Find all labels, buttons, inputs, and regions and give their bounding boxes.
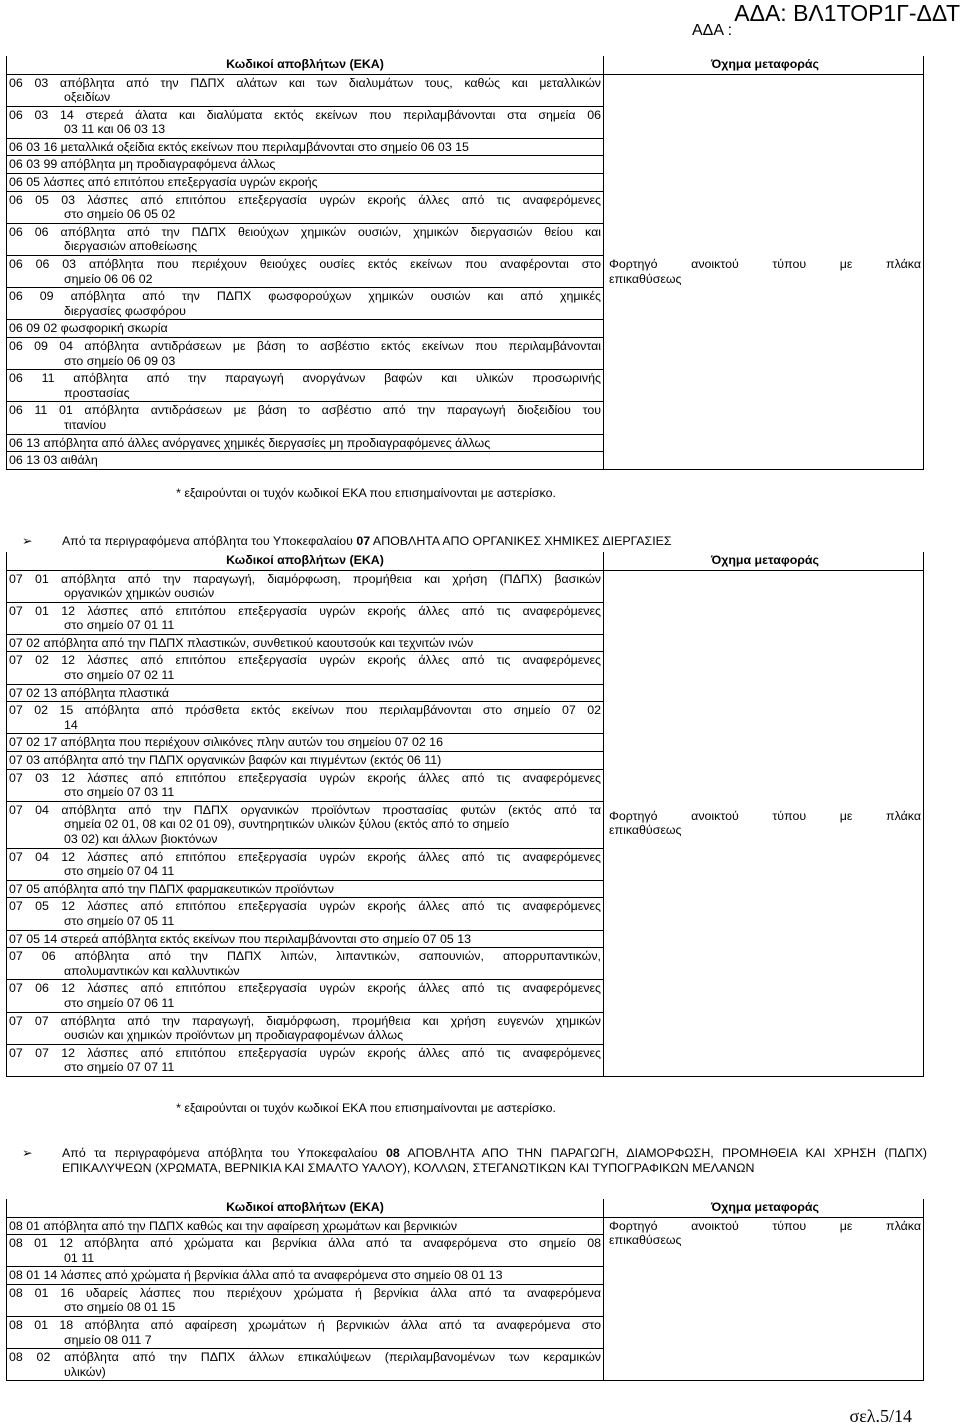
waste-code-continuation: οργανικών χημικών ουσιών	[64, 586, 215, 601]
waste-code-line: 07 05 απόβλητα από την ΠΔΠΧ φαρμακευτικών προϊόντων	[9, 881, 334, 896]
vehicle-type-cell	[604, 74, 924, 469]
waste-code-cell	[7, 880, 604, 898]
vehicle-type-text: Φορτηγό ανοικτού τύπου με πλάκα	[609, 1218, 921, 1233]
bullet-arrow-icon: ➢	[22, 1146, 33, 1160]
waste-code-line: 08 01 16 υδαρείς λάσπες που περιέχουν χρώματα ή βερνίκια άλλα από τα αναφερόμενα	[9, 1285, 601, 1300]
waste-code-line: 06 03 απόβλητα από την ΠΔΠΧ αλάτων και των διαλυμάτων τους, καθώς και μεταλλικών	[9, 75, 601, 90]
waste-code-line: 08 01 18 απόβλητα από αφαίρεση χρωμάτων ή βερνικιών άλλα από τα αναφερόμενα στο	[9, 1318, 601, 1333]
waste-code-continuation: σημείο 08 011 7	[64, 1332, 152, 1347]
waste-code-line: 07 04 12 λάσπες από επιτόπου επεξεργασία υγρών εκροής άλλες από τις αναφερόμενες	[9, 849, 601, 864]
waste-code-continuation: στο σημείο 06 05 02	[64, 207, 176, 222]
waste-code-cell	[7, 156, 604, 174]
waste-code-line: 07 05 12 λάσπες από επιτόπου επεξεργασία υγρών εκροής άλλες από τις αναφερόμενες	[9, 899, 601, 914]
waste-code-line: 06 11 01 απόβλητα αντιδράσεων με βάση το ασβέστιο από την παραγωγή διοξειδίου του	[9, 403, 601, 418]
waste-code-cell	[7, 256, 604, 288]
waste-code-line: 07 07 12 λάσπες από επιτόπου επεξεργασία υγρών εκροής άλλες από τις αναφερόμενες	[9, 1045, 601, 1060]
waste-code-continuation: στο σημείο 07 07 11	[64, 1060, 175, 1075]
waste-code-line: 06 06 03 απόβλητα που περιέχουν θειούχες ουσίες εκτός εκείνων που αναφέρονται στο	[9, 257, 601, 272]
footnote-asterisk: * εξαιρούνται οι τυχόν κωδικοί ΕΚΑ που επισημαίνονται με αστερίσκο.	[176, 486, 556, 500]
waste-code-cell	[7, 702, 604, 734]
waste-code-continuation: υλικών)	[64, 1364, 106, 1379]
waste-code-continuation: στο σημείο 06 09 03	[64, 353, 176, 368]
waste-code-continuation: προστασίας	[64, 385, 130, 400]
waste-table-08	[6, 1199, 924, 1381]
waste-code-continuation: 03 11 και 06 03 13	[64, 122, 166, 137]
waste-code-line: 06 13 03 αιθάλη	[9, 453, 98, 468]
waste-code-cell	[7, 898, 604, 930]
waste-code-cell	[7, 138, 604, 156]
waste-code-continuation: διεργασίες φωσφόρου	[64, 303, 186, 318]
waste-code-continuation: διεργασιών αποθείωσης	[64, 239, 198, 254]
waste-code-cell	[7, 1349, 604, 1381]
vehicle-type-text: Φορτηγό ανοικτού τύπου με πλάκα	[609, 808, 921, 823]
waste-code-line: 06 05 λάσπες από επιτόπου επεξεργασία υγρών εκροής	[9, 175, 318, 190]
waste-code-cell	[7, 1284, 604, 1316]
waste-code-cell	[7, 1317, 604, 1349]
waste-code-line: 08 01 12 απόβλητα από χρώματα και βερνίκια άλλα από τα αναφερόμενα στο σημείο 08	[9, 1236, 601, 1251]
waste-code-cell	[7, 288, 604, 320]
waste-code-cell	[7, 930, 604, 948]
waste-code-cell	[7, 801, 604, 848]
column-header-vehicle: Όχημα μεταφοράς	[604, 552, 924, 570]
waste-code-line: 06 05 03 λάσπες από επιτόπου επεξεργασία υγρών εκροής άλλες από τις αναφερόμενες	[9, 192, 601, 207]
waste-code-continuation: απολυμαντικών και καλλυντικών	[64, 963, 240, 978]
waste-code-continuation: ουσιών και χημικών προϊόντων μη προδιαγραφομένων άλλως	[64, 1028, 404, 1043]
waste-code-continuation: στο σημείο 07 02 11	[64, 668, 175, 683]
waste-code-cell	[7, 106, 604, 138]
vehicle-type-text-cont: επικαθύσεως	[609, 823, 682, 838]
bullet-arrow-icon: ➢	[22, 534, 33, 548]
waste-code-cell	[7, 948, 604, 980]
waste-code-cell	[7, 191, 604, 223]
waste-code-continuation: οξειδίων	[64, 90, 111, 105]
waste-code-line: 07 07 απόβλητα από την παραγωγή, διαμόρφωση, προμήθεια και χρήση ευγενών χημικών	[9, 1013, 601, 1028]
footnote-asterisk: * εξαιρούνται οι τυχόν κωδικοί ΕΚΑ που επισημαίνονται με αστερίσκο.	[176, 1101, 556, 1115]
waste-code-cell	[7, 602, 604, 634]
table-row	[7, 1217, 924, 1235]
waste-code-line: 06 09 04 απόβλητα αντιδράσεων με βάση το ασβέστιο εκτός εκείνων που περιλαμβάνονται	[9, 339, 601, 353]
vehicle-type-text-cont: επικαθύσεως	[609, 271, 682, 286]
section-chapter-07	[22, 534, 927, 549]
waste-code-line: 07 02 15 απόβλητα από πρόσθετα εκτός εκείνων που περιλαμβάνονται στο σημείο 07 02	[9, 703, 601, 718]
section-heading: Από τα περιγραφόμενα απόβλητα του Υποκεφαλαίου 07 ΑΠΟΒΛΗΤΑ ΑΠΟ ΟΡΓΑΝΙΚΕΣ ΧΗΜΙΚΕΣ ΔΙΕΡΓΑΣΙΕΣ	[62, 534, 672, 548]
waste-code-line: 06 11 απόβλητα από την παραγωγή ανοργάνων βαφών και υλικών προσωρινής	[9, 371, 601, 386]
waste-code-cell	[7, 1267, 604, 1285]
waste-code-line: 07 03 12 λάσπες από επιτόπου επεξεργασία υγρών εκροής άλλες από τις αναφερόμενες	[9, 770, 601, 785]
waste-code-cell	[7, 734, 604, 752]
waste-code-cell	[7, 1044, 604, 1076]
waste-code-cell	[7, 174, 604, 192]
waste-table-07	[6, 552, 924, 1077]
vehicle-type-cell	[604, 570, 924, 1076]
waste-code-continuation: στο σημείο 07 05 11	[64, 913, 175, 928]
waste-code-cell	[7, 570, 604, 602]
column-header-codes: Κωδικοί αποβλήτων (ΕΚΑ)	[7, 1199, 604, 1217]
waste-code-line: 06 09 02 φωσφορική σκωρία	[9, 321, 168, 336]
waste-code-line: 06 09 απόβλητα από την ΠΔΠΧ φωσφορούχων χημικών ουσιών και από χημικές	[9, 289, 601, 304]
waste-code-line: 06 03 14 στερεά άλατα και διαλύματα εκτός εκείνων που περιλαμβάνονται στα σημεία 06	[9, 107, 601, 122]
column-header-vehicle: Όχημα μεταφοράς	[604, 1199, 924, 1217]
waste-code-line: 08 01 απόβλητα από την ΠΔΠΧ καθώς και την αφαίρεση χρωμάτων και βερνικιών	[9, 1218, 458, 1233]
waste-code-line: 07 01 12 λάσπες από επιτόπου επεξεργασία υγρών εκροής άλλες από τις αναφερόμενες	[9, 603, 601, 618]
waste-code-cell	[7, 980, 604, 1012]
waste-code-cell	[7, 74, 604, 106]
waste-code-line: 07 06 απόβλητα από την ΠΔΠΧ λιπών, λιπαντικών, σαπουνιών, απορρυπαντικών,	[9, 949, 601, 964]
vehicle-type-cell	[604, 1217, 924, 1381]
section-heading: Από τα περιγραφόμενα απόβλητα του Υποκεφαλαίου 08 ΑΠΟΒΛΗΤΑ ΑΠΟ ΤΗΝ ΠΑΡΑΓΩΓΗ, ΔΙΑΜΟΡΦΩΣΗ, ΠΡΟΜΗΘΕΙΑ ΚΑΙ ΧΡΗΣΗ (ΠΔΠΧ) ΕΠΙΚΑΛΥΨΕΩΝ (ΧΡΩΜΑΤΑ, ΒΕΡΝΙΚΙΑ ΚΑΙ ΣΜΑΛΤΟ ΥΑΛΟΥ), ΚΟΛΛΩΝ, ΣΤΕΓΑΝΩΤΙΚΩΝ ΚΑΙ ΤΥΠΟΓΡΑΦΙΚΩΝ ΜΕΛΑΝΩΝ	[62, 1146, 927, 1175]
waste-code-cell	[7, 1217, 604, 1235]
column-header-vehicle: Όχημα μεταφοράς	[604, 56, 924, 74]
column-header-codes: Κωδικοί αποβλήτων (ΕΚΑ)	[7, 56, 604, 74]
waste-code-cell	[7, 848, 604, 880]
waste-code-cell	[7, 338, 604, 370]
waste-code-continuation: στο σημείο 07 06 11	[64, 995, 175, 1010]
waste-code-continuation: στο σημείο 08 01 15	[64, 1300, 176, 1315]
waste-code-line: 06 13 απόβλητα από άλλες ανόργανες χημικές διεργασίες μη προδιαγραφόμενες άλλως	[9, 435, 491, 450]
waste-code-line: 07 05 14 στερεά απόβλητα εκτός εκείνων που περιλαμβάνονται στο σημείο 07 05 13	[9, 931, 472, 946]
waste-code-line: 07 02 απόβλητα από την ΠΔΠΧ πλαστικών, συνθετικού καουτσούκ και τεχνιτών ινών	[9, 635, 474, 650]
waste-code-cell	[7, 434, 604, 452]
waste-code-line: 07 01 απόβλητα από την παραγωγή, διαμόρφωση, προμήθεια και χρήση (ΠΔΠΧ) βασικών	[9, 571, 601, 586]
waste-code-cell	[7, 370, 604, 402]
table-row	[7, 570, 924, 602]
waste-code-line: 06 06 απόβλητα από την ΠΔΠΧ θειούχων χημικών ουσιών, χημικών διεργασιών θείου και	[9, 224, 601, 239]
table-row	[7, 74, 924, 106]
waste-code-cell	[7, 752, 604, 770]
waste-code-line: 07 02 13 απόβλητα πλαστικά	[9, 685, 170, 700]
waste-code-cell	[7, 652, 604, 684]
section-chapter-08	[22, 1146, 927, 1175]
waste-code-continuation: στο σημείο 07 01 11	[64, 618, 175, 633]
vehicle-type-text: Φορτηγό ανοικτού τύπου με πλάκα	[609, 257, 921, 272]
waste-code-cell	[7, 452, 604, 470]
waste-code-continuation: 14	[64, 717, 78, 732]
waste-code-line: 08 02 απόβλητα από την ΠΔΠΧ άλλων επικαλύψεων (περιλαμβανομένων των κεραμικών	[9, 1350, 601, 1365]
page-number: σελ.5/14	[849, 1406, 912, 1426]
waste-code-cell	[7, 684, 604, 702]
waste-code-cell	[7, 769, 604, 801]
waste-code-cell	[7, 634, 604, 652]
waste-code-continuation: στο σημείο 07 04 11	[64, 864, 175, 879]
waste-code-cell	[7, 1235, 604, 1267]
waste-code-continuation: 01 11	[64, 1250, 95, 1265]
waste-table-06	[6, 56, 924, 470]
waste-code-line: 07 02 17 απόβλητα που περιέχουν σιλικόνες πλην αυτών του σημείου 07 02 16	[9, 735, 443, 750]
ada-header: ΑΔΑ: ΒΛ1ΤΟΡ1Γ-ΔΔΤ	[734, 0, 960, 26]
waste-code-line: 06 03 16 μεταλλικά οξείδια εκτός εκείνων που περιλαμβάνονται στο σημείο 06 03 15	[9, 139, 469, 154]
waste-code-cell	[7, 402, 604, 434]
waste-code-continuation: 03 02) και άλλων βιοκτόνων	[64, 832, 218, 846]
waste-code-line: 07 03 απόβλητα από την ΠΔΠΧ οργανικών βαφών και πιγμέντων (εκτός 06 11)	[9, 753, 442, 768]
waste-code-line: 07 02 12 λάσπες από επιτόπου επεξεργασία υγρών εκροής άλλες από τις αναφερόμενες	[9, 653, 601, 668]
waste-code-line: 08 01 14 λάσπες από χρώματα ή βερνίκια άλλα από τα αναφερόμενα στο σημείο 08 01 13	[9, 1268, 503, 1283]
ada-label: ΑΔΑ :	[692, 22, 733, 39]
waste-code-cell	[7, 1012, 604, 1044]
waste-code-line: 07 06 12 λάσπες από επιτόπου επεξεργασία υγρών εκροής άλλες από τις αναφερόμενες	[9, 981, 601, 996]
waste-code-continuation: σημεία 02 01, 08 και 02 01 09), συντηρητικών υλικών ξύλου (εκτός από το σημείο	[64, 817, 510, 832]
waste-code-cell	[7, 320, 604, 338]
waste-code-line: 07 04 απόβλητα από την ΠΔΠΧ οργανικών προϊόντων προστασίας φυτών (εκτός από τα	[9, 802, 601, 817]
waste-code-continuation: σημείο 06 06 02	[64, 271, 153, 286]
waste-code-continuation: τιτανίου	[64, 417, 107, 432]
waste-code-cell	[7, 223, 604, 255]
vehicle-type-text-cont: επικαθύσεως	[609, 1233, 682, 1248]
column-header-codes: Κωδικοί αποβλήτων (ΕΚΑ)	[7, 552, 604, 570]
waste-code-continuation: στο σημείο 07 03 11	[64, 785, 175, 800]
waste-code-line: 06 03 99 απόβλητα μη προδιαγραφόμενα άλλως	[9, 157, 276, 172]
